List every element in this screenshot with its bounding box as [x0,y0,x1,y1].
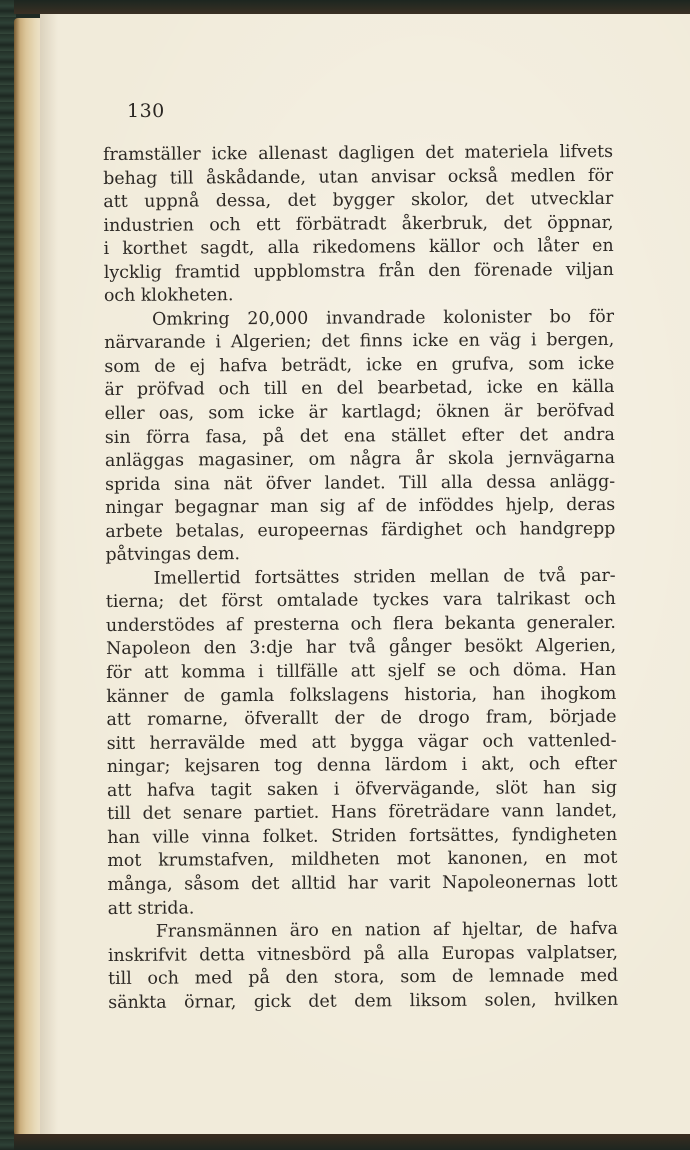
text-line: sitt herravälde med att bygga vägar och vattenled- [106,730,617,754]
text-line: närvarande i Algerien; det finns icke en väg i bergen, [104,330,615,354]
text-line: att hafva tagit saken i öfvervägande, slöt han sig [106,777,618,801]
text-line: till det senare partiet. Hans företrädare vann landet, [107,801,618,825]
text-line: att uppnå dessa, det bygger skolor, det utvecklar [103,188,614,213]
text-line: mot krumstafven, mildheten mot kanonen, en mot [107,848,618,872]
text-line: Fransmännen äro en nation af hjeltar, de hafva [155,918,618,942]
text-line: i korthet sagdt, alla rikedomens källor och låter en [103,236,614,260]
text-line: framställer icke allenast dagligen det materiela lifvets [103,141,614,165]
text-line: tierna; det först omtalade tyckes vara talrikast och [105,589,616,613]
page-number: 130 [127,100,165,122]
text-line: är pröfvad och till en del bearbetad, icke en källa [104,377,615,401]
book-bottom-edge [14,1134,690,1150]
text-line: han ville vinna folket. Striden fortsättes, fyndigheten [107,824,618,848]
book-top-edge [14,0,690,14]
text-line: påtvingas dem. [105,544,241,566]
text-line: Omkring 20,000 invandrade kolonister bo för [152,306,615,330]
text-line: lycklig framtid uppblomstra från den förenade viljan [103,259,614,283]
text-line: och klokheten. [103,285,234,307]
body-text [103,141,618,1015]
text-line: att romarne, öfverallt der de drogo fram, började [106,706,617,731]
text-line: för att komma i tillfälle att sjelf se och döma. Han [106,659,617,684]
text-line: att strida. [107,897,195,919]
text-line: ningar; kejsaren tog denna lärdom i akt, och efter [106,754,617,778]
text-line: behag till åskådande, utan anvisar också medlen för [103,165,614,189]
text-line: sprida sina nät öfver landet. Till alla dessa anlägg- [105,471,616,495]
text-line: understödes af presterna och flera bekanta generaler. [105,612,616,636]
text-line: sänkta örnar, gick det dem liksom solen, hvilken [108,989,619,1013]
text-line: anläggas magasiner, om några år skola jernvägarna [104,447,615,472]
text-line: som de ej hafva beträdt, icke en grufva, som icke [104,353,615,377]
text-line: inskrifvit detta vitnesbörd på alla Europas valplatser, [107,942,619,966]
text-line: industrien och ett förbätradt åkerbruk, det öppnar, [103,212,614,236]
text-line: till och med på den stora, som de lemnade med [108,966,619,990]
text-line: ningar begagnar man sig af de inföddes hjelp, deras [105,495,616,519]
text-line: sin förra fasa, på det ena stället efter det andra [104,424,615,448]
text-line: känner de gamla folkslagens historia, han ihogkom [106,683,617,707]
text-line: många, såsom det alltid har varit Napoleonernas lott [107,871,618,895]
text-line: Napoleon den 3:dje har två gånger besökt Algerien, [106,636,617,660]
text-line: Imellertid fortsättes striden mellan de två par- [153,565,616,589]
text-line: arbete betalas, europeernas färdighet och handgrepp [105,518,616,542]
text-line: eller oas, som icke är kartlagd; öknen är beröfvad [104,400,615,425]
